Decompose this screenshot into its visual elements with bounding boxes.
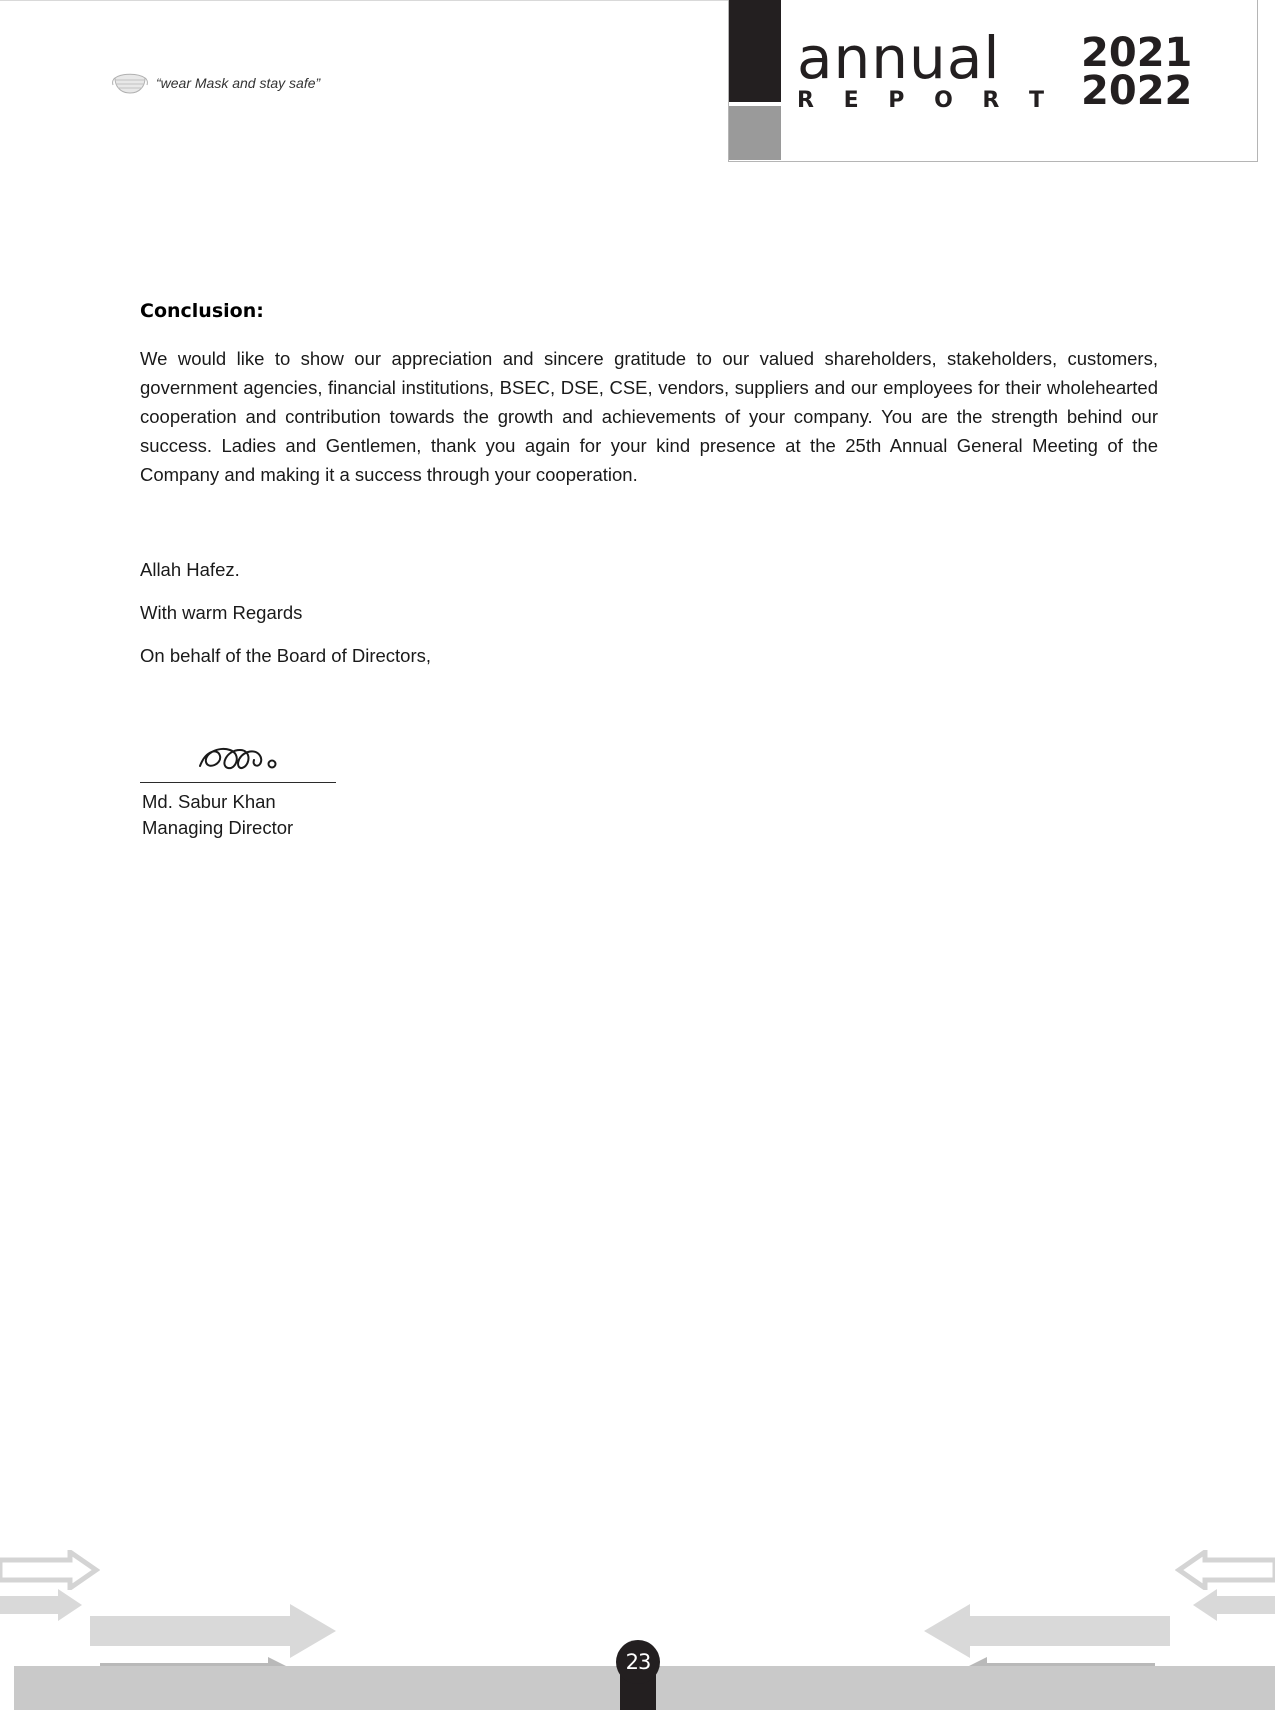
logo-text-group bbox=[797, 24, 1193, 114]
logo-year-to: 2022 bbox=[1081, 68, 1193, 114]
signatory-name: Md. Sabur Khan bbox=[142, 791, 276, 812]
arrow-decoration bbox=[90, 1602, 340, 1660]
logo-words bbox=[797, 24, 1056, 113]
arrow-decoration bbox=[1190, 1588, 1275, 1622]
mask-slogan-group bbox=[112, 68, 320, 98]
logo-years bbox=[1081, 30, 1193, 114]
section-title: Conclusion: bbox=[140, 300, 264, 322]
footer-bar-notch bbox=[0, 1666, 14, 1710]
logo-annual-text: annual bbox=[797, 24, 1001, 92]
logo-year-from: 2021 bbox=[1081, 30, 1193, 76]
closing-block bbox=[140, 555, 1158, 670]
annual-report-logo bbox=[728, 0, 1258, 162]
page-footer bbox=[0, 1510, 1275, 1710]
arrow-decoration bbox=[0, 1550, 100, 1590]
face-mask-icon bbox=[112, 68, 148, 98]
arrow-decoration bbox=[0, 1588, 85, 1622]
closing-line-3: On behalf of the Board of Directors, bbox=[140, 645, 432, 666]
signatory-role: Managing Director bbox=[142, 817, 294, 838]
conclusion-paragraph: We would like to show our appreciation and sincere gratitude to our valued shareholders, stakeholders, customers, government agencies, financial institutions, BSEC, DSE, CSE, vendors, suppliers and our employees for their wholehearted cooperation and contribution towards the growth and achievements of your company. You are the strength behind our success. Ladies and Gentlemen, thank you again for your kind presence at the 25th Annual General Meeting of the Company and making it a success through your cooperation. bbox=[140, 348, 1158, 485]
mask-slogan-text: “wear Mask and stay safe” bbox=[156, 75, 321, 91]
arrow-decoration bbox=[920, 1602, 1170, 1660]
arrow-decoration bbox=[1175, 1550, 1275, 1590]
page-content bbox=[140, 300, 1158, 841]
logo-bar-gray bbox=[729, 106, 781, 160]
page-number: 23 bbox=[616, 1640, 660, 1684]
page-header bbox=[0, 0, 1275, 168]
logo-bar-dark bbox=[729, 0, 781, 102]
logo-report-text: R E P O R T bbox=[797, 88, 1056, 113]
closing-line-2: With warm Regards bbox=[140, 602, 303, 623]
handwritten-signature-icon bbox=[192, 740, 440, 780]
signature-block bbox=[140, 740, 440, 841]
closing-line-1: Allah Hafez. bbox=[140, 559, 240, 580]
